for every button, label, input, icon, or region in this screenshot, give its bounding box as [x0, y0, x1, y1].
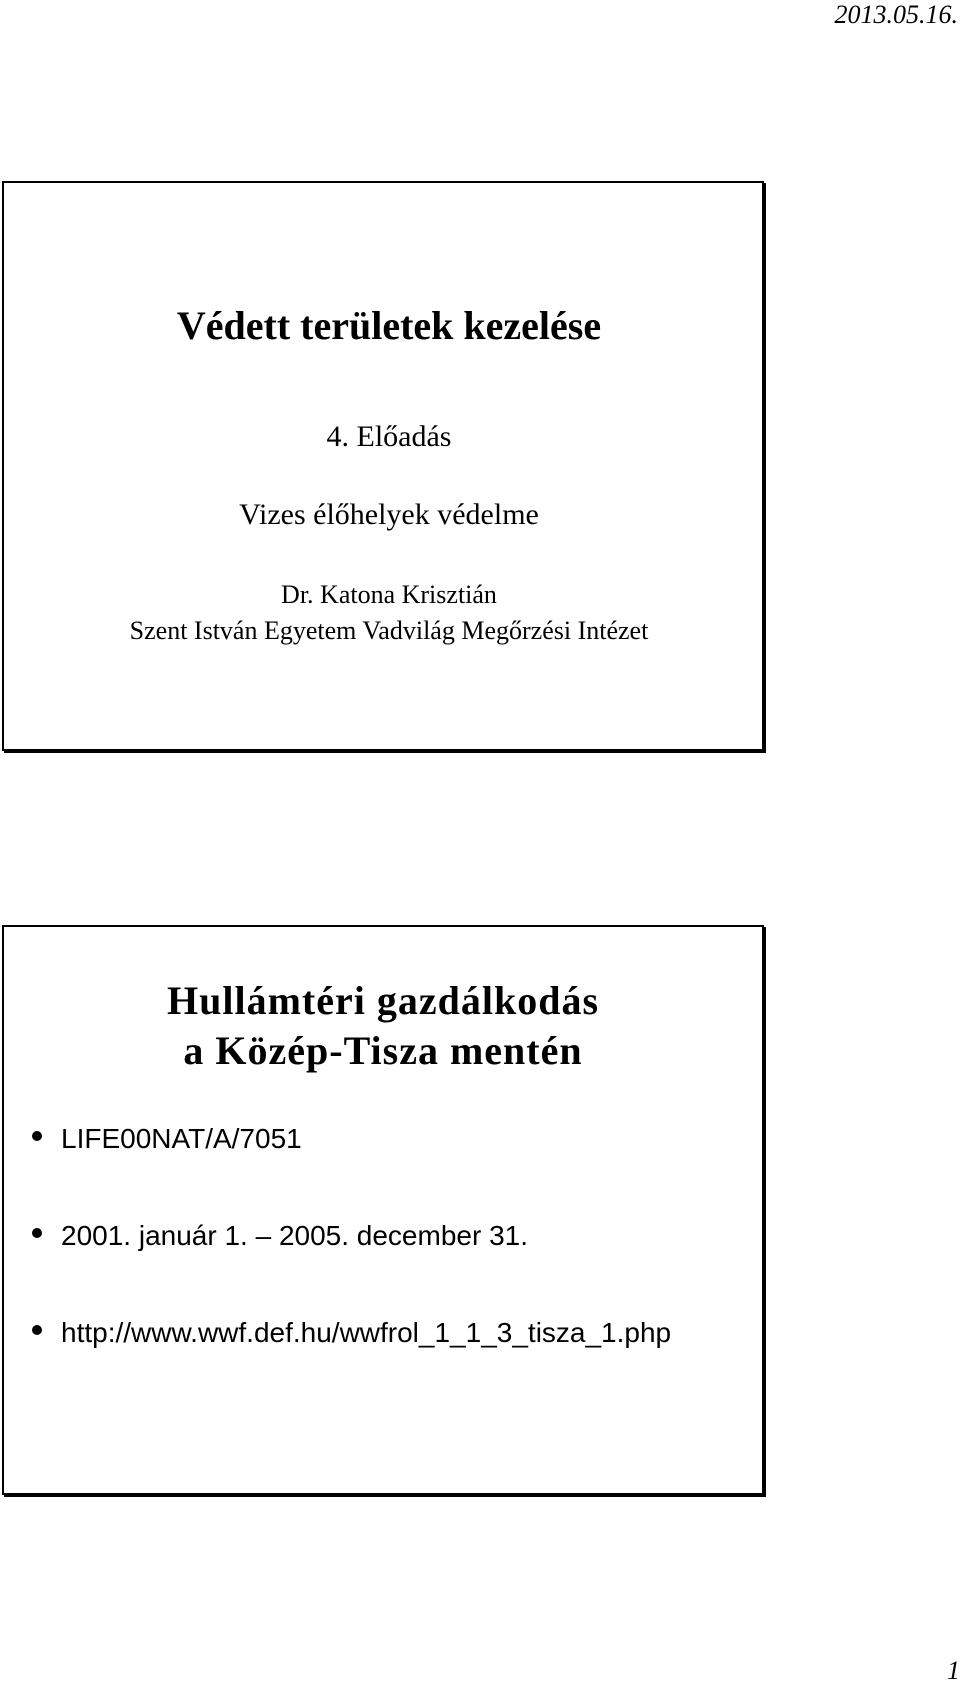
slide-title-line-1: Hullámtéri gazdálkodás [166, 978, 600, 1023]
institute-name: Szent István Egyetem Vadvilág Megőrzési Intézet [129, 616, 649, 645]
bullet-icon [32, 1325, 42, 1335]
page-number: 1 [947, 1656, 960, 1685]
author-name: Dr. Katona Krisztián [281, 580, 497, 609]
lecture-topic: Vizes élőhelyek védelme [239, 498, 539, 531]
project-url-link[interactable]: http://www.wwf.def.hu/wwfrol_1_1_3_tisza_1.php [61, 1317, 672, 1348]
header-date: 2013.05.16. [834, 0, 958, 29]
slide-title: Védett területek kezelése [176, 303, 602, 348]
bullet-icon [32, 1228, 42, 1238]
lecture-number: 4. Előadás [326, 420, 452, 453]
slide-project-overview [2, 925, 764, 1495]
bullet-text: 2001. január 1. – 2005. december 31. [61, 1220, 529, 1251]
bullet-text: LIFE00NAT/A/7051 [61, 1123, 302, 1154]
slide-title-line-2: a Közép-Tisza mentén [183, 1028, 583, 1073]
slide-title-page [2, 181, 764, 751]
bullet-icon [32, 1131, 42, 1141]
